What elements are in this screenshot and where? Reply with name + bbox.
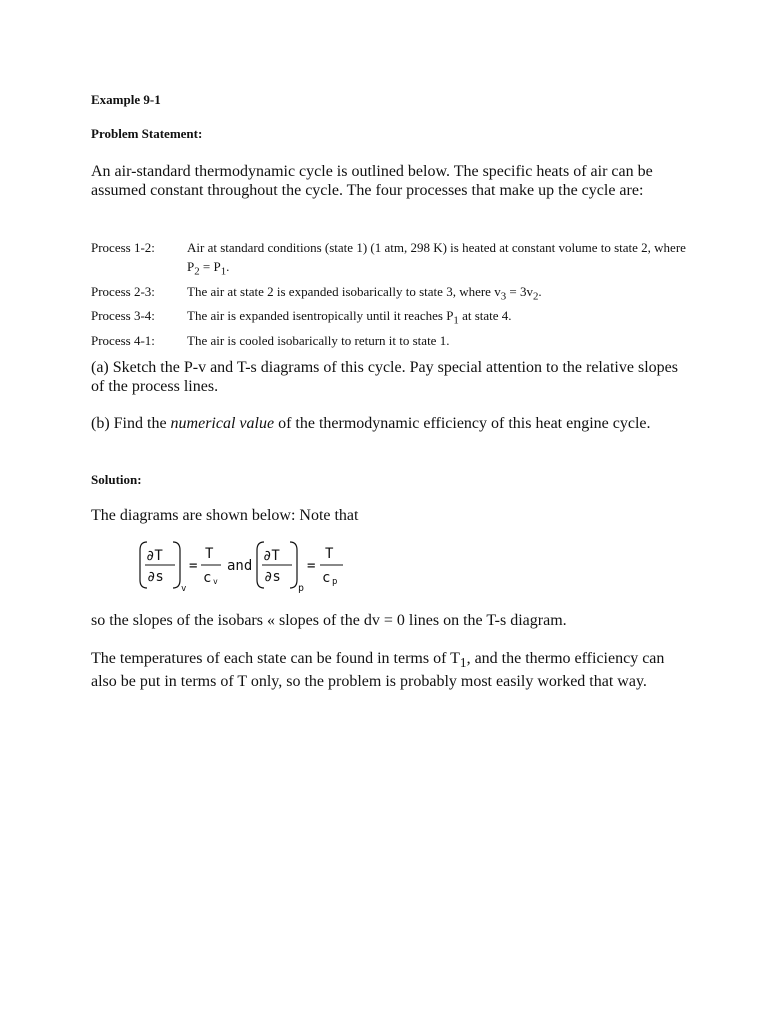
process-row [91,331,691,350]
part-a-paragraph: (a) Sketch the P-v and T-s diagrams of this cycle. Pay special attention to the relative slopes of the process lines. [91,359,678,395]
process-label: Process 3-4: [91,308,155,324]
process-description: The air is expanded isentropically until it reaches $P_1$ at state 4. [187,308,512,327]
equals-sign: = [307,558,316,574]
part-b-paragraph: (b) Find the numerical value of the thermodynamic efficiency of this heat engine cycle. [91,415,651,432]
partial-s-text: ∂s [147,569,164,585]
partial-s-text: ∂s [264,569,281,585]
cp-denominator: c [322,570,331,586]
slopes-note: so the slopes of the isobars « slopes of the dv = 0 lines on the T-s diagram. [91,612,567,629]
process-list [91,238,691,350]
example-heading: Example 9-1 [91,92,161,107]
t-numerator: T [325,546,334,562]
subscript-v: v [181,584,187,594]
partial-t-text: ∂T [146,548,163,564]
cv-denominator: c [203,570,212,586]
t-numerator: T [205,546,214,562]
temperatures-note: The temperatures of each state can be found in terms of $T_1$, and the thermo efficiency can also be put in terms of T only, so the problem is probably most easily worked that way. [91,650,665,691]
partial-t-text: ∂T [263,548,280,564]
and-word: and [227,558,253,574]
partial-derivative-formula [137,538,367,594]
process-row [91,282,691,307]
process-row [91,306,691,331]
emphasis-text: numerical value [170,415,275,432]
process-description: The air is cooled isobarically to return it to state 1. [187,332,450,348]
process-description: Air at standard conditions (state 1) (1 atm, 298 K) is heated at constant volume to state 2, where $P_2 = P_1$. [187,240,686,278]
solution-heading: Solution: [91,472,142,487]
problem-heading: Problem Statement: [91,126,203,141]
process-description: The air at state 2 is expanded isobarically to state 3, where $v_3 = 3v_2$. [187,283,542,303]
cv-subscript: v [213,577,218,586]
process-label: Process 1-2: [91,240,155,255]
process-label: Process 2-3: [91,283,155,299]
solution-intro: The diagrams are shown below: Note that [91,507,359,524]
process-row [91,238,691,282]
cp-subscript: p [332,577,338,587]
subscript-p: p [298,583,305,594]
intro-paragraph: An air-standard thermodynamic cycle is outlined below. The specific heats of air can be assumed constant throughout the cycle. The four processes that make up the cycle are: [91,163,653,199]
process-label: Process 4-1: [91,332,155,348]
equals-sign: = [189,558,198,574]
